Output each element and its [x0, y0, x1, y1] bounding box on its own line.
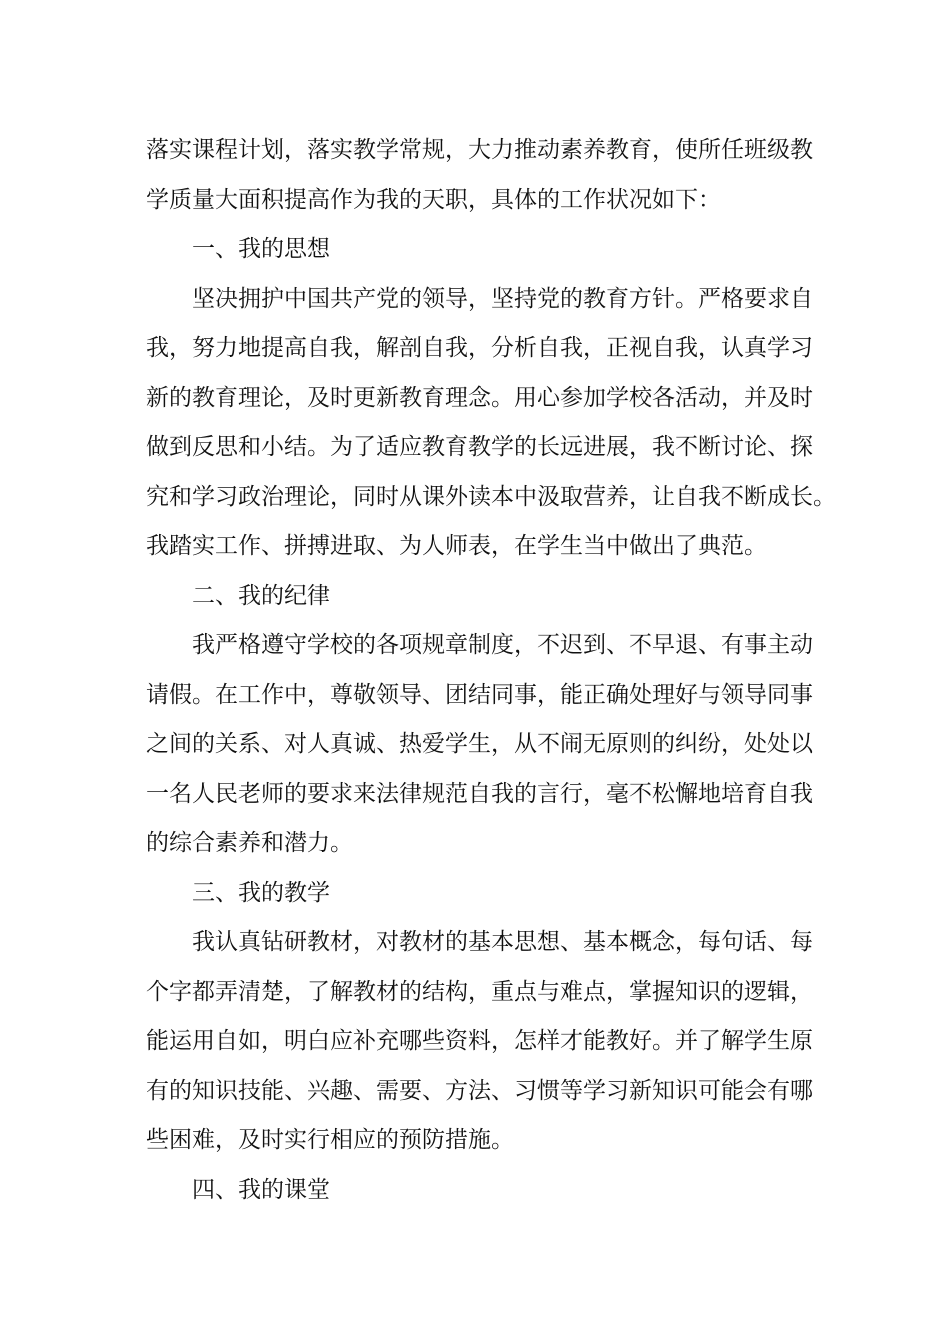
- document-body: [146, 126, 836, 1215]
- text-line-19: 能运用自如，明白应补充哪些资料，怎样才能教好。并了解学生原: [146, 1028, 813, 1054]
- section-heading-classroom: 四、我的课堂: [192, 1176, 330, 1203]
- section-heading-teaching: 三、我的教学: [192, 879, 330, 906]
- text-line-2: 学质量大面积提高作为我的天职，具体的工作状况如下：: [146, 186, 721, 213]
- text-line-21: 些困难，及时实行相应的预防措施。: [146, 1127, 514, 1153]
- text-line-1: 落实课程计划，落实教学常规，大力推动素养教育，使所任班级教: [146, 137, 813, 163]
- section-heading-discipline: 二、我的纪律: [192, 582, 330, 609]
- text-line-11: 我严格遵守学校的各项规章制度，不迟到、不早退、有事主动: [192, 632, 813, 658]
- text-line-8: 究和学习政治理论，同时从课外读本中汲取营养，让自我不断成长。: [146, 483, 836, 510]
- text-line-18: 个字都弄清楚，了解教材的结构，重点与难点，掌握知识的逻辑，: [146, 978, 813, 1005]
- text-line-6: 新的教育理论，及时更新教育理念。用心参加学校各活动，并及时: [146, 384, 813, 411]
- text-line-17: 我认真钻研教材，对教材的基本思想、基本概念，每句话、每: [192, 929, 813, 955]
- text-line-20: 有的知识技能、兴趣、需要、方法、习惯等学习新知识可能会有哪: [146, 1077, 813, 1104]
- text-line-4: 坚决拥护中国共产党的领导，坚持党的教育方针。严格要求自: [192, 285, 813, 312]
- text-line-9: 我踏实工作、拼搏进取、为人师表，在学生当中做出了典范。: [146, 533, 767, 559]
- text-line-12: 请假。在工作中，尊敬领导、团结同事，能正确处理好与领导同事: [146, 681, 813, 708]
- text-line-15: 的综合素养和潜力。: [146, 830, 353, 856]
- section-heading-thought: 一、我的思想: [192, 236, 330, 262]
- text-line-7: 做到反思和小结。为了适应教育教学的长远进展，我不断讨论、探: [146, 434, 813, 460]
- text-line-5: 我，努力地提高自我，解剖自我，分析自我，正视自我，认真学习: [146, 335, 813, 361]
- text-line-13: 之间的关系、对人真诚、热爱学生，从不闹无原则的纠纷，处处以: [146, 731, 813, 757]
- text-line-14: 一名人民老师的要求来法律规范自我的言行，毫不松懈地培育自我: [146, 780, 813, 807]
